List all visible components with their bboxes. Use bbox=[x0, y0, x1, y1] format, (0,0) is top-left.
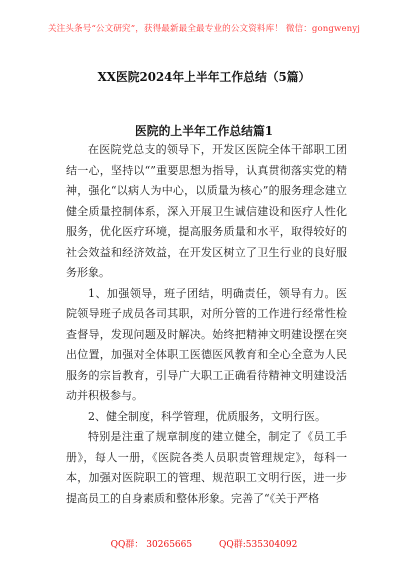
qq-group-1: QQ群： 30265665 bbox=[110, 540, 193, 550]
document-title: XX医院2024年上半年工作总结（5篇） bbox=[97, 70, 311, 84]
footer-contact bbox=[0, 537, 408, 550]
paragraph: 在医院党总支的领导下，开发区医院全体干部职工团结一心，坚持以“”重要思想为指导，认真贯彻落实党的精神，强化“以病人为中心，以质量为核心”的服务理念建立健全质量控制体系，深入开展卫生诚信建设和医疗人性化服务，优化医疗环境，提高服务质量和水平，取得较好的社会效益和经济效益，在开发区树立了卫生行业的良好服务形象。 bbox=[66, 143, 347, 279]
paragraph: 1、加强领导，班子团结，明确责任，领导有力。医院领导班子成员各司其职，对所分管的工作进行经常性检查督导，发现问题及时解决。始终把精神文明建设摆在突出位置，加强对全体职工医德医风教育和全心全意为人民服务的宗旨教育，引导广大职工正确看待精神文明建设活动并积极参与。 bbox=[66, 286, 347, 402]
paragraph: 特别是注重了规章制度的建立健全，制定了《员工手册》，每人一册，《医院各类人员职责管理规定》，每科一本，加强对医院职工的管理、规范职工文明行医，进一步提高员工的自身素质和整体形象。完善了“《关于严格 bbox=[66, 430, 347, 505]
qq-group-2: QQ群:535304092 bbox=[218, 540, 298, 550]
paragraph: 2、健全制度，科学管理，优质服务，文明行医。 bbox=[88, 409, 326, 423]
promo-banner: 关注头条号“公文研究”，获得最新最全最专业的公文资料库！ 微信：gongwenyj bbox=[47, 24, 361, 34]
section-title: 医院的上半年工作总结篇1 bbox=[135, 124, 273, 138]
document-body bbox=[66, 140, 347, 505]
